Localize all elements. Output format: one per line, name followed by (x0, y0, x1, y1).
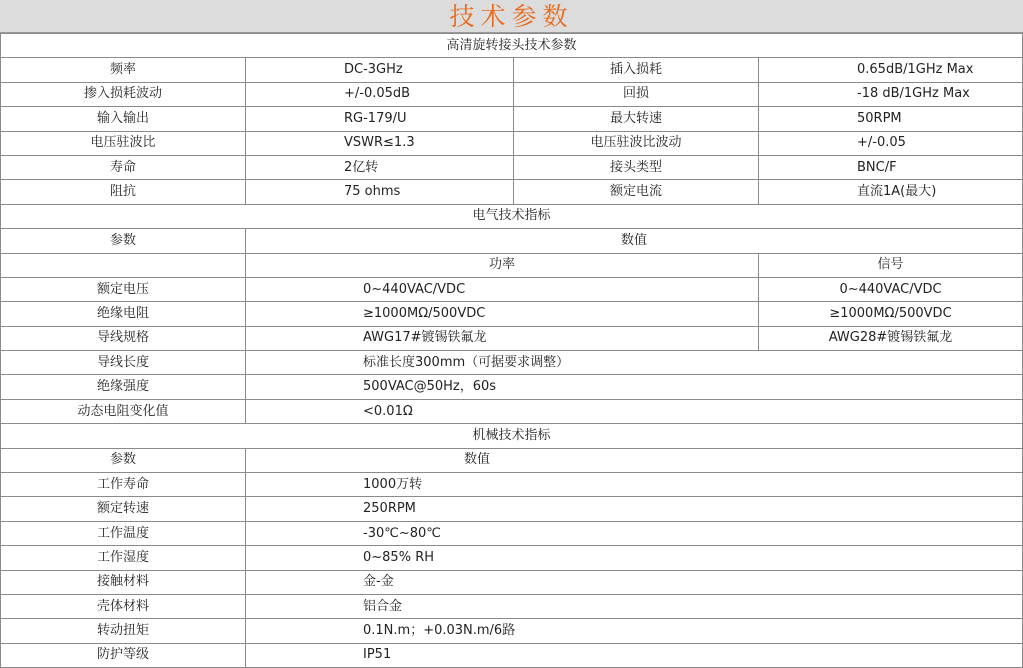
electrical-header-row (1, 229, 1023, 253)
section-title: 机械技术指标 (1, 424, 1023, 448)
mechanical-row (1, 497, 1023, 521)
empty-cell (1, 253, 246, 277)
param-label: 转动扭矩 (1, 619, 246, 643)
param-value: DC-3GHz (246, 58, 514, 82)
param-value: IP51 (246, 643, 1023, 667)
electrical-row (1, 302, 1023, 326)
param-value: -18 dB/1GHz Max (759, 82, 1023, 106)
param-value: VSWR≤1.3 (246, 131, 514, 155)
param-label: 工作寿命 (1, 473, 246, 497)
param-value: BNC/F (759, 155, 1023, 179)
mechanical-row (1, 594, 1023, 618)
banner-title: 技术参数 (0, 0, 1023, 33)
param-label: 绝缘强度 (1, 375, 246, 399)
mechanical-row (1, 546, 1023, 570)
param-label: 绝缘电阻 (1, 302, 246, 326)
power-value: 0~440VAC/VDC (246, 277, 759, 301)
mechanical-row (1, 643, 1023, 667)
param-label: 接触材料 (1, 570, 246, 594)
param-value: 直流1A(最大) (759, 180, 1023, 204)
param-value: 50RPM (759, 107, 1023, 131)
param-label: 动态电阻变化值 (1, 399, 246, 423)
param-value: 500VAC@50Hz，60s (246, 375, 1023, 399)
electrical-row (1, 375, 1023, 399)
column-header: 数值 (246, 229, 1023, 253)
subheader-signal: 信号 (759, 253, 1023, 277)
param-value: 0~85% RH (246, 546, 1023, 570)
mechanical-header-row (1, 448, 1023, 472)
spec-row (1, 58, 1023, 82)
param-label: 插入损耗 (514, 58, 759, 82)
param-label: 工作温度 (1, 521, 246, 545)
column-header: 参数 (1, 448, 246, 472)
subheader-power: 功率 (246, 253, 759, 277)
param-label: 最大转速 (514, 107, 759, 131)
param-value: +/-0.05dB (246, 82, 514, 106)
param-label: 寿命 (1, 155, 246, 179)
param-value: 1000万转 (246, 473, 1023, 497)
param-label: 输入输出 (1, 107, 246, 131)
power-value: ≥1000MΩ/500VDC (246, 302, 759, 326)
spec-row (1, 107, 1023, 131)
param-value: 铝合金 (246, 594, 1023, 618)
column-header: 参数 (1, 229, 246, 253)
mechanical-title-row (1, 424, 1023, 448)
param-value: 金-金 (246, 570, 1023, 594)
param-label: 导线规格 (1, 326, 246, 350)
power-value: AWG17#镀锡铁氟龙 (246, 326, 759, 350)
param-label: 防护等级 (1, 643, 246, 667)
spec-table (0, 33, 1023, 668)
param-label: 额定转速 (1, 497, 246, 521)
param-label: 电压驻波比波动 (514, 131, 759, 155)
param-value: RG-179/U (246, 107, 514, 131)
param-label: 额定电流 (514, 180, 759, 204)
electrical-row (1, 399, 1023, 423)
electrical-row (1, 277, 1023, 301)
spec-row (1, 180, 1023, 204)
section-title: 电气技术指标 (1, 204, 1023, 228)
spec-row (1, 82, 1023, 106)
param-label: 回损 (514, 82, 759, 106)
param-value: -30℃~80℃ (246, 521, 1023, 545)
signal-value: AWG28#镀锡铁氟龙 (759, 326, 1023, 350)
param-value: 2亿转 (246, 155, 514, 179)
section-title: 高清旋转接头技术参数 (1, 34, 1023, 58)
spec-row (1, 131, 1023, 155)
electrical-row (1, 326, 1023, 350)
param-label: 额定电压 (1, 277, 246, 301)
mechanical-row (1, 619, 1023, 643)
spec-table-body (1, 34, 1023, 668)
param-label: 阻抗 (1, 180, 246, 204)
column-header: 数值 (246, 448, 1023, 472)
param-label: 频率 (1, 58, 246, 82)
electrical-subheader-row (1, 253, 1023, 277)
spec-title-row (1, 34, 1023, 58)
mechanical-row (1, 473, 1023, 497)
signal-value: ≥1000MΩ/500VDC (759, 302, 1023, 326)
param-value: 标准长度300mm（可据要求调整） (246, 351, 1023, 375)
param-value: 250RPM (246, 497, 1023, 521)
param-value: 0.1N.m；+0.03N.m/6路 (246, 619, 1023, 643)
param-value: +/-0.05 (759, 131, 1023, 155)
mechanical-row (1, 521, 1023, 545)
signal-value: 0~440VAC/VDC (759, 277, 1023, 301)
electrical-title-row (1, 204, 1023, 228)
electrical-row (1, 351, 1023, 375)
mechanical-row (1, 570, 1023, 594)
param-label: 工作湿度 (1, 546, 246, 570)
param-label: 电压驻波比 (1, 131, 246, 155)
param-label: 导线长度 (1, 351, 246, 375)
param-value: <0.01Ω (246, 399, 1023, 423)
param-label: 壳体材料 (1, 594, 246, 618)
param-value: 75 ohms (246, 180, 514, 204)
param-value: 0.65dB/1GHz Max (759, 58, 1023, 82)
param-label: 掺入损耗波动 (1, 82, 246, 106)
param-label: 接头类型 (514, 155, 759, 179)
spec-row (1, 155, 1023, 179)
